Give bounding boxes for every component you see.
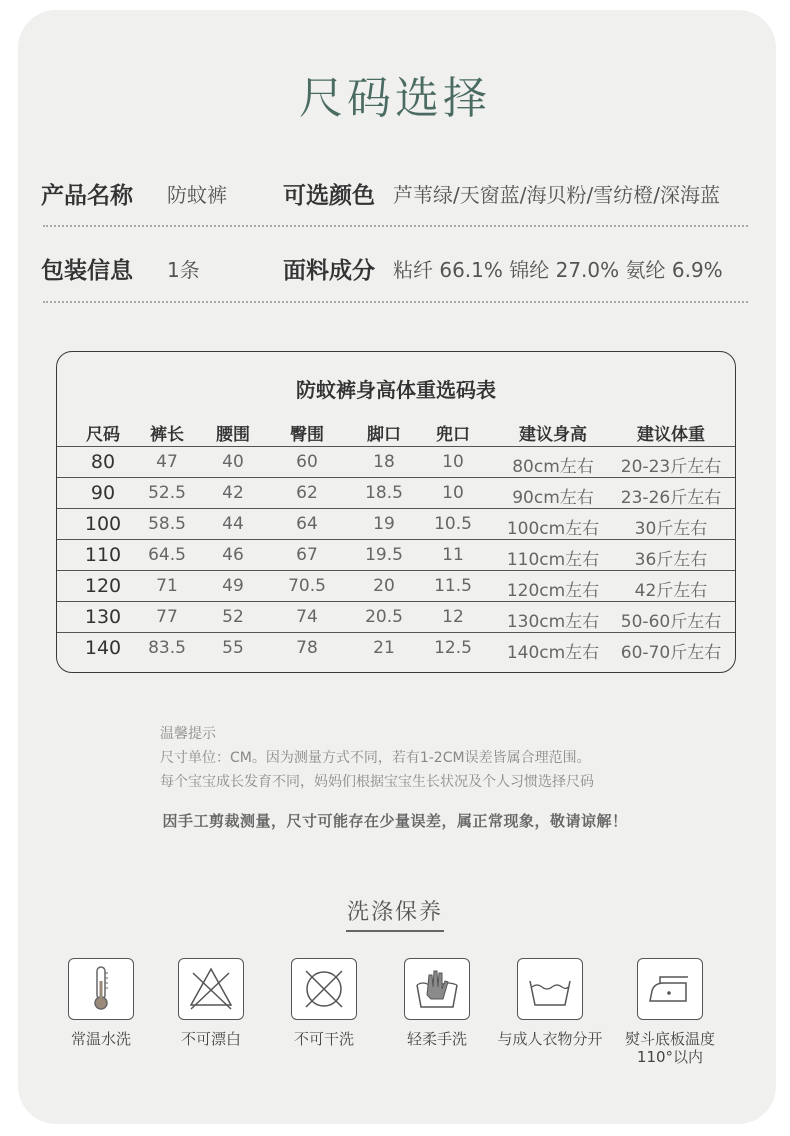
table-cell: 30斤左右 xyxy=(634,519,708,539)
table-row xyxy=(57,508,735,540)
iron-icon xyxy=(637,958,703,1020)
table-row xyxy=(57,601,735,633)
care-label xyxy=(605,1030,735,1066)
table-cell: 120cm左右 xyxy=(506,581,600,601)
column-header: 建议体重 xyxy=(637,425,705,445)
wash-separately-icon xyxy=(517,958,583,1020)
table-cell: 47 xyxy=(156,452,178,472)
table-row xyxy=(57,539,735,571)
thermometer-icon xyxy=(68,958,134,1020)
table-cell: 40 xyxy=(222,452,244,472)
column-header: 裤长 xyxy=(150,425,184,445)
table-cell: 60 xyxy=(296,452,318,472)
table-cell: 11 xyxy=(442,545,464,565)
table-cell: 64.5 xyxy=(148,545,186,565)
size-table-header xyxy=(57,418,735,446)
column-header: 建议身高 xyxy=(519,425,587,445)
divider xyxy=(43,301,748,303)
table-cell: 12 xyxy=(442,607,464,627)
care-title-underline xyxy=(346,930,444,932)
divider xyxy=(43,225,748,227)
no-bleach-icon xyxy=(178,958,244,1020)
hand-wash-icon xyxy=(404,958,470,1020)
table-cell: 120 xyxy=(84,575,122,597)
table-cell: 10 xyxy=(442,483,464,503)
column-header: 脚口 xyxy=(367,425,401,445)
table-cell: 78 xyxy=(296,638,318,658)
size-table-title: 防蚊裤身高体重选码表 xyxy=(296,378,496,402)
table-cell: 52 xyxy=(222,607,244,627)
table-cell: 130cm左右 xyxy=(506,612,600,632)
table-cell: 10.5 xyxy=(434,514,472,534)
table-row xyxy=(57,632,735,664)
table-cell: 42斤左右 xyxy=(634,581,708,601)
table-cell: 46 xyxy=(222,545,244,565)
table-cell: 50-60斤左右 xyxy=(620,612,722,632)
table-cell: 19 xyxy=(373,514,395,534)
table-cell: 62 xyxy=(296,483,318,503)
table-cell: 21 xyxy=(373,638,395,658)
table-cell: 18 xyxy=(373,452,395,472)
tips-line: 尺寸单位：CM。因为测量方式不同，若有1-2CM误差皆属合理范围。 xyxy=(160,750,591,766)
table-cell: 20-23斤左右 xyxy=(620,457,722,477)
care-label-line: 熨斗底板温度 xyxy=(624,1030,715,1048)
table-cell: 140cm左右 xyxy=(506,643,600,663)
table-cell: 18.5 xyxy=(365,483,403,503)
table-cell: 77 xyxy=(156,607,178,627)
care-label: 与成人衣物分开 xyxy=(497,1030,603,1048)
table-cell: 90 xyxy=(90,482,116,504)
table-cell: 44 xyxy=(222,514,244,534)
product-name-label: 产品名称 xyxy=(41,183,133,209)
care-label: 不可干洗 xyxy=(293,1030,354,1048)
column-header: 兜口 xyxy=(436,425,470,445)
table-cell: 36斤左右 xyxy=(634,550,708,570)
table-cell: 60-70斤左右 xyxy=(620,643,722,663)
table-cell: 20 xyxy=(373,576,395,596)
tips-line: 每个宝宝成长发育不同，妈妈们根据宝宝生长状况及个人习惯选择尺码 xyxy=(160,774,594,790)
table-cell: 23-26斤左右 xyxy=(620,488,722,508)
table-cell: 20.5 xyxy=(365,607,403,627)
table-cell: 74 xyxy=(296,607,318,627)
care-label-line: 110°以内 xyxy=(636,1048,704,1066)
column-header: 尺码 xyxy=(86,425,120,445)
page-title: 尺码选择 xyxy=(299,73,491,124)
notice-text: 因手工剪裁测量，尺寸可能存在少量误差，属正常现象，敬请谅解！ xyxy=(162,812,628,830)
table-cell: 11.5 xyxy=(434,576,472,596)
table-cell: 55 xyxy=(222,638,244,658)
column-header: 臀围 xyxy=(290,425,324,445)
table-cell: 12.5 xyxy=(434,638,472,658)
table-cell: 100cm左右 xyxy=(506,519,600,539)
table-cell: 110cm左右 xyxy=(506,550,600,570)
colors-value: 芦苇绿/天窗蓝/海贝粉/雪纺橙/深海蓝 xyxy=(393,183,720,207)
table-cell: 10 xyxy=(442,452,464,472)
product-name-value: 防蚊裤 xyxy=(167,183,227,207)
table-cell: 80cm左右 xyxy=(512,457,594,477)
size-table xyxy=(56,351,736,673)
table-cell: 42 xyxy=(222,483,244,503)
tips-section xyxy=(160,722,594,794)
fabric-value: 粘纤 66.1% 锦纶 27.0% 氨纶 6.9% xyxy=(393,258,723,282)
table-cell: 130 xyxy=(84,606,122,628)
table-cell: 90cm左右 xyxy=(512,488,594,508)
table-cell: 71 xyxy=(156,576,178,596)
care-label: 常温水洗 xyxy=(70,1030,131,1048)
colors-label: 可选颜色 xyxy=(283,183,375,209)
care-title: 洗涤保养 xyxy=(346,900,443,925)
table-cell: 52.5 xyxy=(148,483,186,503)
table-cell: 64 xyxy=(296,514,318,534)
no-dry-clean-icon xyxy=(291,958,357,1020)
table-row xyxy=(57,570,735,602)
table-cell: 83.5 xyxy=(148,638,186,658)
table-cell: 80 xyxy=(90,451,116,473)
table-row xyxy=(57,446,735,478)
table-cell: 110 xyxy=(84,544,122,566)
table-cell: 19.5 xyxy=(365,545,403,565)
table-cell: 140 xyxy=(84,637,122,659)
column-header: 腰围 xyxy=(216,425,250,445)
info-row-product xyxy=(0,173,790,213)
care-label: 轻柔手洗 xyxy=(406,1030,467,1048)
table-cell: 100 xyxy=(84,513,122,535)
tips-heading: 温馨提示 xyxy=(160,726,216,742)
care-label: 不可漂白 xyxy=(180,1030,241,1048)
table-row xyxy=(57,477,735,509)
package-value: 1条 xyxy=(167,258,200,282)
table-cell: 58.5 xyxy=(148,514,186,534)
fabric-label: 面料成分 xyxy=(283,258,375,284)
package-label: 包装信息 xyxy=(41,258,133,284)
table-cell: 70.5 xyxy=(288,576,326,596)
info-row-package xyxy=(0,248,790,288)
table-cell: 49 xyxy=(222,576,244,596)
table-cell: 67 xyxy=(296,545,318,565)
